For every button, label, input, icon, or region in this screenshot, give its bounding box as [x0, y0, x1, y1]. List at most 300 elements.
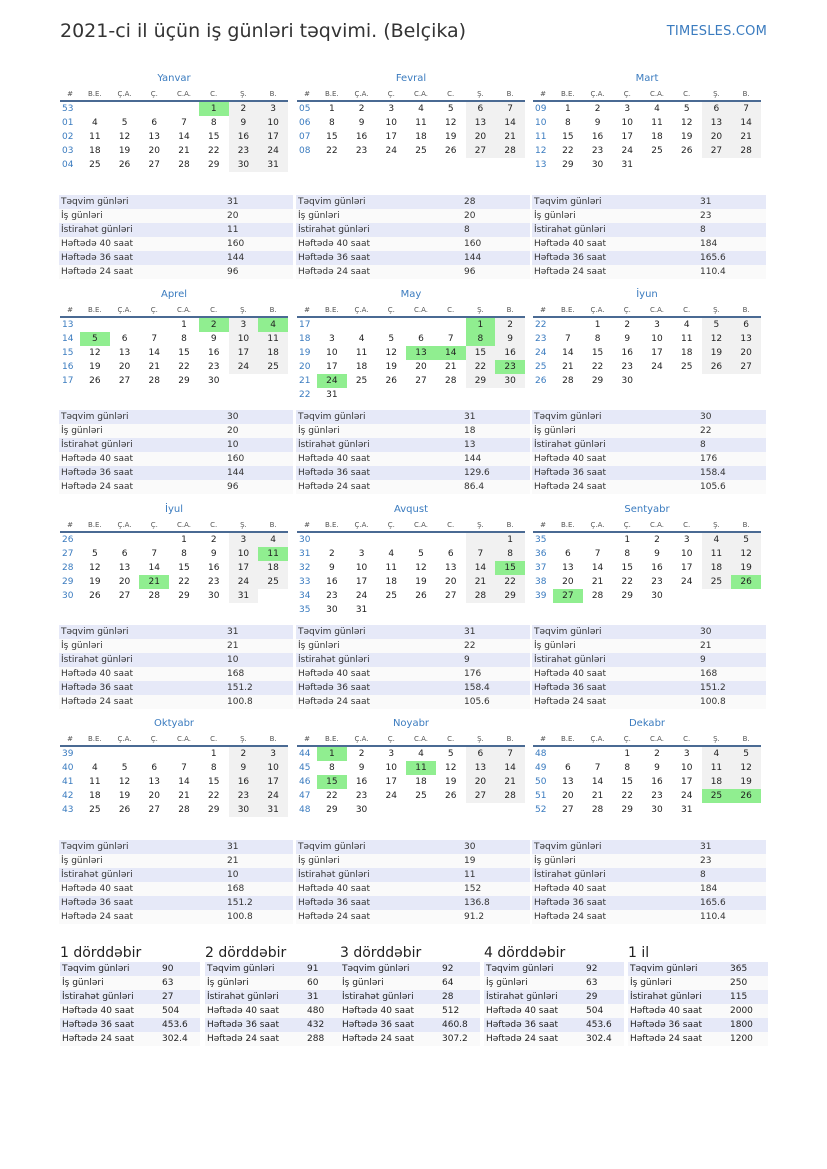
- day-cell[interactable]: 17: [385, 777, 397, 787]
- day-cell[interactable]: 3: [258, 102, 288, 116]
- day-cell[interactable]: 1: [181, 535, 187, 545]
- day-cell[interactable]: 25: [702, 789, 732, 803]
- day-cell[interactable]: 17: [229, 561, 259, 575]
- day-cell[interactable]: 28: [562, 376, 574, 386]
- day-cell[interactable]: 22: [466, 360, 496, 374]
- day-cell[interactable]: 5: [121, 118, 128, 128]
- day-cell[interactable]: 28: [495, 144, 525, 158]
- day-cell[interactable]: 7: [181, 763, 187, 773]
- day-cell[interactable]: 16: [229, 775, 259, 789]
- day-cell[interactable]: 1: [199, 102, 229, 116]
- day-cell[interactable]: 19: [89, 362, 101, 372]
- day-cell[interactable]: 22: [178, 362, 190, 372]
- day-cell[interactable]: 15: [207, 132, 220, 142]
- day-cell[interactable]: 16: [495, 346, 525, 360]
- day-cell[interactable]: 8: [181, 334, 187, 344]
- day-cell[interactable]: 22: [621, 791, 633, 801]
- day-cell[interactable]: 25: [258, 360, 288, 374]
- day-cell[interactable]: 24: [229, 360, 259, 374]
- day-cell[interactable]: 28: [178, 805, 190, 815]
- day-cell[interactable]: 17: [385, 132, 397, 142]
- day-cell[interactable]: 6: [121, 549, 128, 559]
- day-cell[interactable]: 25: [702, 575, 732, 589]
- day-cell[interactable]: 15: [495, 561, 525, 575]
- day-cell[interactable]: 13: [702, 116, 732, 130]
- day-cell[interactable]: 10: [385, 118, 397, 128]
- day-cell[interactable]: 1: [328, 104, 335, 114]
- day-cell[interactable]: 18: [89, 791, 101, 801]
- day-cell[interactable]: 30: [207, 591, 220, 601]
- day-cell[interactable]: 3: [229, 318, 259, 332]
- day-cell[interactable]: 23: [355, 146, 368, 156]
- day-cell[interactable]: 8: [210, 763, 217, 773]
- day-cell[interactable]: 28: [495, 789, 525, 803]
- day-cell[interactable]: 7: [447, 334, 454, 344]
- day-cell[interactable]: 28: [178, 160, 190, 170]
- day-cell[interactable]: 3: [683, 749, 690, 759]
- day-cell[interactable]: 23: [326, 591, 338, 601]
- day-cell[interactable]: 26: [444, 791, 457, 801]
- day-cell[interactable]: 18: [89, 146, 101, 156]
- day-cell[interactable]: 23: [355, 791, 368, 801]
- day-cell[interactable]: 26: [415, 591, 427, 601]
- day-cell[interactable]: 29: [621, 805, 633, 815]
- day-cell[interactable]: 21: [148, 362, 160, 372]
- day-cell[interactable]: 18: [702, 775, 732, 789]
- day-cell[interactable]: 20: [702, 130, 732, 144]
- day-cell[interactable]: 14: [466, 561, 496, 575]
- day-cell[interactable]: 13: [148, 132, 160, 142]
- day-cell[interactable]: 3: [229, 533, 259, 547]
- day-cell[interactable]: 19: [415, 577, 427, 587]
- day-cell[interactable]: 5: [80, 332, 110, 346]
- day-cell[interactable]: 17: [258, 130, 288, 144]
- day-cell[interactable]: 9: [229, 116, 259, 130]
- day-cell[interactable]: 2: [654, 535, 660, 545]
- day-cell[interactable]: 1: [317, 747, 347, 761]
- day-cell[interactable]: 31: [621, 160, 633, 170]
- day-cell[interactable]: 13: [406, 346, 436, 360]
- day-cell[interactable]: 25: [355, 376, 368, 386]
- day-cell[interactable]: 21: [562, 362, 574, 372]
- day-cell[interactable]: 9: [229, 761, 259, 775]
- day-cell[interactable]: 19: [731, 561, 761, 575]
- day-cell[interactable]: 25: [415, 791, 427, 801]
- day-cell[interactable]: 7: [495, 747, 525, 761]
- day-cell[interactable]: 27: [466, 789, 496, 803]
- day-cell[interactable]: 13: [562, 563, 574, 573]
- day-cell[interactable]: 24: [317, 374, 347, 388]
- day-cell[interactable]: 22: [495, 575, 525, 589]
- day-cell[interactable]: 14: [591, 563, 604, 573]
- day-cell[interactable]: 22: [562, 146, 574, 156]
- day-cell[interactable]: 28: [148, 376, 160, 386]
- day-cell[interactable]: 16: [355, 777, 368, 787]
- day-cell[interactable]: 12: [89, 563, 101, 573]
- day-cell[interactable]: 21: [591, 791, 604, 801]
- day-cell[interactable]: 1: [181, 320, 187, 330]
- day-cell[interactable]: 13: [148, 777, 160, 787]
- day-cell[interactable]: 24: [385, 146, 397, 156]
- day-cell[interactable]: 19: [385, 362, 397, 372]
- day-cell[interactable]: 20: [444, 577, 457, 587]
- day-cell[interactable]: 20: [118, 362, 131, 372]
- day-cell[interactable]: 24: [258, 144, 288, 158]
- day-cell[interactable]: 10: [326, 348, 338, 358]
- day-cell[interactable]: 21: [591, 577, 604, 587]
- day-cell[interactable]: 19: [118, 791, 131, 801]
- day-cell[interactable]: 18: [702, 561, 732, 575]
- day-cell[interactable]: 26: [89, 591, 101, 601]
- day-cell[interactable]: 21: [731, 130, 761, 144]
- day-cell[interactable]: 11: [258, 547, 288, 561]
- day-cell[interactable]: 31: [326, 390, 338, 400]
- day-cell[interactable]: 16: [207, 348, 220, 358]
- day-cell[interactable]: 14: [562, 348, 574, 358]
- day-cell[interactable]: 23: [229, 789, 259, 803]
- day-cell[interactable]: 16: [229, 130, 259, 144]
- day-cell[interactable]: 21: [444, 362, 457, 372]
- day-cell[interactable]: 23: [651, 791, 663, 801]
- day-cell[interactable]: 20: [148, 791, 160, 801]
- day-cell[interactable]: 24: [229, 575, 259, 589]
- day-cell[interactable]: 18: [651, 132, 663, 142]
- day-cell[interactable]: 20: [415, 362, 427, 372]
- day-cell[interactable]: 17: [326, 362, 338, 372]
- day-cell[interactable]: 19: [89, 577, 101, 587]
- day-cell[interactable]: 23: [207, 577, 220, 587]
- day-cell[interactable]: 14: [495, 116, 525, 130]
- day-cell[interactable]: 29: [562, 160, 574, 170]
- day-cell[interactable]: 3: [388, 749, 395, 759]
- day-cell[interactable]: 5: [447, 104, 454, 114]
- day-cell[interactable]: 16: [355, 132, 368, 142]
- day-cell[interactable]: 23: [591, 146, 604, 156]
- day-cell[interactable]: 28: [591, 591, 604, 601]
- day-cell[interactable]: 21: [466, 575, 496, 589]
- day-cell[interactable]: 2: [358, 749, 365, 759]
- day-cell[interactable]: 8: [564, 118, 571, 128]
- day-cell[interactable]: 7: [151, 334, 158, 344]
- day-cell[interactable]: 3: [388, 104, 395, 114]
- day-cell[interactable]: 3: [258, 747, 288, 761]
- day-cell[interactable]: 10: [258, 116, 288, 130]
- day-cell[interactable]: 11: [651, 118, 663, 128]
- day-cell[interactable]: 14: [591, 777, 604, 787]
- day-cell[interactable]: 14: [148, 563, 160, 573]
- day-cell[interactable]: 23: [651, 577, 663, 587]
- day-cell[interactable]: 7: [495, 102, 525, 116]
- day-cell[interactable]: 28: [466, 589, 496, 603]
- day-cell[interactable]: 15: [178, 563, 190, 573]
- day-cell[interactable]: 4: [683, 320, 690, 330]
- day-cell[interactable]: 15: [621, 563, 633, 573]
- day-cell[interactable]: 15: [207, 777, 220, 787]
- day-cell[interactable]: 5: [731, 747, 761, 761]
- day-cell[interactable]: 22: [621, 577, 633, 587]
- day-cell[interactable]: 27: [118, 591, 131, 601]
- day-cell[interactable]: 18: [385, 577, 397, 587]
- day-cell[interactable]: 11: [89, 777, 101, 787]
- day-cell[interactable]: 9: [654, 549, 660, 559]
- day-cell[interactable]: 25: [651, 146, 663, 156]
- day-cell[interactable]: 11: [702, 761, 732, 775]
- day-cell[interactable]: 17: [621, 132, 633, 142]
- day-cell[interactable]: 6: [418, 334, 424, 344]
- day-cell[interactable]: 21: [495, 775, 525, 789]
- day-cell[interactable]: 2: [210, 535, 217, 545]
- day-cell[interactable]: 11: [355, 348, 368, 358]
- day-cell[interactable]: 10: [621, 118, 633, 128]
- day-cell[interactable]: 22: [207, 791, 220, 801]
- day-cell[interactable]: 30: [355, 805, 368, 815]
- day-cell[interactable]: 26: [731, 789, 761, 803]
- day-cell[interactable]: 16: [591, 132, 604, 142]
- day-cell[interactable]: 6: [564, 549, 571, 559]
- day-cell[interactable]: 10: [680, 549, 693, 559]
- day-cell[interactable]: 18: [355, 362, 368, 372]
- day-cell[interactable]: 12: [415, 563, 427, 573]
- day-cell[interactable]: 4: [418, 749, 424, 759]
- day-cell[interactable]: 15: [621, 777, 633, 787]
- day-cell[interactable]: 20: [466, 775, 496, 789]
- day-cell[interactable]: 2: [495, 318, 525, 332]
- day-cell[interactable]: 14: [436, 346, 466, 360]
- day-cell[interactable]: 12: [731, 547, 761, 561]
- day-cell[interactable]: 28: [591, 805, 604, 815]
- day-cell[interactable]: 8: [624, 763, 631, 773]
- day-cell[interactable]: 31: [680, 805, 693, 815]
- day-cell[interactable]: 8: [328, 118, 335, 128]
- day-cell[interactable]: 6: [151, 118, 158, 128]
- day-cell[interactable]: 12: [89, 348, 101, 358]
- day-cell[interactable]: 8: [181, 549, 187, 559]
- day-cell[interactable]: 4: [258, 533, 288, 547]
- day-cell[interactable]: 14: [495, 761, 525, 775]
- day-cell[interactable]: 1: [466, 318, 496, 332]
- day-cell[interactable]: 11: [415, 118, 427, 128]
- day-cell[interactable]: 6: [466, 102, 496, 116]
- day-cell[interactable]: 7: [594, 763, 601, 773]
- day-cell[interactable]: 13: [466, 116, 496, 130]
- day-cell[interactable]: 26: [385, 376, 397, 386]
- day-cell[interactable]: 18: [258, 561, 288, 575]
- day-cell[interactable]: 7: [151, 549, 158, 559]
- day-cell[interactable]: 8: [495, 547, 525, 561]
- day-cell[interactable]: 6: [564, 763, 571, 773]
- day-cell[interactable]: 9: [328, 563, 335, 573]
- day-cell[interactable]: 5: [91, 549, 98, 559]
- day-cell[interactable]: 22: [591, 362, 604, 372]
- day-cell[interactable]: 14: [731, 116, 761, 130]
- day-cell[interactable]: 24: [355, 591, 368, 601]
- day-cell[interactable]: 25: [258, 575, 288, 589]
- day-cell[interactable]: 14: [178, 132, 190, 142]
- day-cell[interactable]: 7: [466, 547, 496, 561]
- day-cell[interactable]: 26: [444, 146, 457, 156]
- day-cell[interactable]: 3: [654, 320, 660, 330]
- day-cell[interactable]: 12: [702, 332, 732, 346]
- day-cell[interactable]: 2: [358, 104, 365, 114]
- day-cell[interactable]: 31: [258, 803, 288, 817]
- day-cell[interactable]: 5: [447, 749, 454, 759]
- day-cell[interactable]: 29: [591, 376, 604, 386]
- day-cell[interactable]: 15: [178, 348, 190, 358]
- day-cell[interactable]: 26: [89, 376, 101, 386]
- day-cell[interactable]: 11: [680, 334, 693, 344]
- day-cell[interactable]: 23: [207, 362, 220, 372]
- day-cell[interactable]: 29: [466, 374, 496, 388]
- day-cell[interactable]: 13: [118, 563, 131, 573]
- day-cell[interactable]: 5: [388, 334, 395, 344]
- day-cell[interactable]: 30: [495, 374, 525, 388]
- day-cell[interactable]: 8: [466, 332, 496, 346]
- day-cell[interactable]: 13: [731, 332, 761, 346]
- day-cell[interactable]: 28: [148, 591, 160, 601]
- day-cell[interactable]: 18: [415, 777, 427, 787]
- day-cell[interactable]: 10: [258, 761, 288, 775]
- day-cell[interactable]: 31: [355, 605, 368, 615]
- day-cell[interactable]: 5: [418, 549, 424, 559]
- day-cell[interactable]: 23: [495, 360, 525, 374]
- day-cell[interactable]: 15: [591, 348, 604, 358]
- day-cell[interactable]: 3: [624, 104, 631, 114]
- day-cell[interactable]: 18: [415, 132, 427, 142]
- day-cell[interactable]: 4: [702, 747, 732, 761]
- day-cell[interactable]: 9: [358, 763, 365, 773]
- day-cell[interactable]: 22: [326, 146, 338, 156]
- day-cell[interactable]: 6: [121, 334, 128, 344]
- day-cell[interactable]: 29: [326, 805, 338, 815]
- day-cell[interactable]: 29: [178, 376, 190, 386]
- day-cell[interactable]: 6: [731, 318, 761, 332]
- day-cell[interactable]: 9: [654, 763, 660, 773]
- day-cell[interactable]: 10: [229, 547, 259, 561]
- day-cell[interactable]: 24: [680, 791, 693, 801]
- day-cell[interactable]: 21: [178, 146, 190, 156]
- day-cell[interactable]: 30: [591, 160, 604, 170]
- day-cell[interactable]: 27: [553, 589, 583, 603]
- day-cell[interactable]: 1: [495, 533, 525, 547]
- day-cell[interactable]: 10: [229, 332, 259, 346]
- day-cell[interactable]: 25: [89, 160, 101, 170]
- day-cell[interactable]: 17: [680, 777, 693, 787]
- day-cell[interactable]: 3: [358, 549, 365, 559]
- day-cell[interactable]: 21: [178, 791, 190, 801]
- day-cell[interactable]: 2: [229, 102, 259, 116]
- day-cell[interactable]: 20: [466, 130, 496, 144]
- day-cell[interactable]: 17: [651, 348, 663, 358]
- day-cell[interactable]: 6: [466, 747, 496, 761]
- day-cell[interactable]: 13: [118, 348, 131, 358]
- day-cell[interactable]: 25: [89, 805, 101, 815]
- day-cell[interactable]: 27: [415, 376, 427, 386]
- day-cell[interactable]: 8: [594, 334, 601, 344]
- brand-link[interactable]: TIMESLES.COM: [666, 24, 767, 39]
- day-cell[interactable]: 30: [326, 605, 338, 615]
- day-cell[interactable]: 20: [731, 346, 761, 360]
- day-cell[interactable]: 24: [651, 362, 663, 372]
- day-cell[interactable]: 16: [651, 777, 663, 787]
- day-cell[interactable]: 5: [683, 104, 690, 114]
- day-cell[interactable]: 19: [444, 777, 457, 787]
- day-cell[interactable]: 14: [148, 348, 160, 358]
- day-cell[interactable]: 8: [624, 549, 631, 559]
- day-cell[interactable]: 15: [466, 346, 496, 360]
- day-cell[interactable]: 13: [444, 563, 457, 573]
- day-cell[interactable]: 12: [680, 118, 693, 128]
- day-cell[interactable]: 27: [118, 376, 131, 386]
- day-cell[interactable]: 28: [444, 376, 457, 386]
- day-cell[interactable]: 19: [731, 775, 761, 789]
- day-cell[interactable]: 7: [181, 118, 187, 128]
- day-cell[interactable]: 17: [355, 577, 368, 587]
- day-cell[interactable]: 3: [683, 535, 690, 545]
- day-cell[interactable]: 11: [258, 332, 288, 346]
- day-cell[interactable]: 9: [358, 118, 365, 128]
- day-cell[interactable]: 4: [91, 763, 98, 773]
- day-cell[interactable]: 5: [121, 763, 128, 773]
- day-cell[interactable]: 9: [624, 334, 631, 344]
- day-cell[interactable]: 30: [229, 158, 259, 172]
- day-cell[interactable]: 12: [444, 118, 457, 128]
- day-cell[interactable]: 4: [91, 118, 98, 128]
- day-cell[interactable]: 5: [702, 318, 732, 332]
- day-cell[interactable]: 28: [731, 144, 761, 158]
- day-cell[interactable]: 4: [702, 533, 732, 547]
- day-cell[interactable]: 30: [651, 591, 663, 601]
- day-cell[interactable]: 31: [229, 589, 259, 603]
- day-cell[interactable]: 24: [258, 789, 288, 803]
- day-cell[interactable]: 27: [444, 591, 457, 601]
- day-cell[interactable]: 2: [199, 318, 229, 332]
- day-cell[interactable]: 9: [495, 332, 525, 346]
- day-cell[interactable]: 27: [466, 144, 496, 158]
- day-cell[interactable]: 7: [594, 549, 601, 559]
- day-cell[interactable]: 25: [385, 591, 397, 601]
- day-cell[interactable]: 9: [594, 118, 601, 128]
- day-cell[interactable]: 3: [328, 334, 335, 344]
- day-cell[interactable]: 11: [89, 132, 101, 142]
- day-cell[interactable]: 4: [258, 318, 288, 332]
- day-cell[interactable]: 22: [178, 577, 190, 587]
- day-cell[interactable]: 29: [621, 591, 633, 601]
- day-cell[interactable]: 21: [139, 575, 169, 589]
- day-cell[interactable]: 1: [564, 104, 571, 114]
- day-cell[interactable]: 9: [210, 334, 217, 344]
- day-cell[interactable]: 23: [229, 144, 259, 158]
- day-cell[interactable]: 2: [229, 747, 259, 761]
- day-cell[interactable]: 9: [210, 549, 217, 559]
- day-cell[interactable]: 24: [621, 146, 633, 156]
- day-cell[interactable]: 12: [118, 132, 131, 142]
- day-cell[interactable]: 25: [415, 146, 427, 156]
- day-cell[interactable]: 26: [702, 360, 732, 374]
- day-cell[interactable]: 12: [118, 777, 131, 787]
- day-cell[interactable]: 30: [207, 376, 220, 386]
- day-cell[interactable]: 4: [654, 104, 660, 114]
- day-cell[interactable]: 24: [385, 791, 397, 801]
- day-cell[interactable]: 17: [258, 775, 288, 789]
- day-cell[interactable]: 16: [621, 348, 633, 358]
- day-cell[interactable]: 20: [118, 577, 131, 587]
- day-cell[interactable]: 6: [447, 549, 454, 559]
- day-cell[interactable]: 11: [702, 547, 732, 561]
- day-cell[interactable]: 14: [178, 777, 190, 787]
- day-cell[interactable]: 10: [355, 563, 368, 573]
- day-cell[interactable]: 26: [731, 575, 761, 589]
- day-cell[interactable]: 4: [418, 104, 424, 114]
